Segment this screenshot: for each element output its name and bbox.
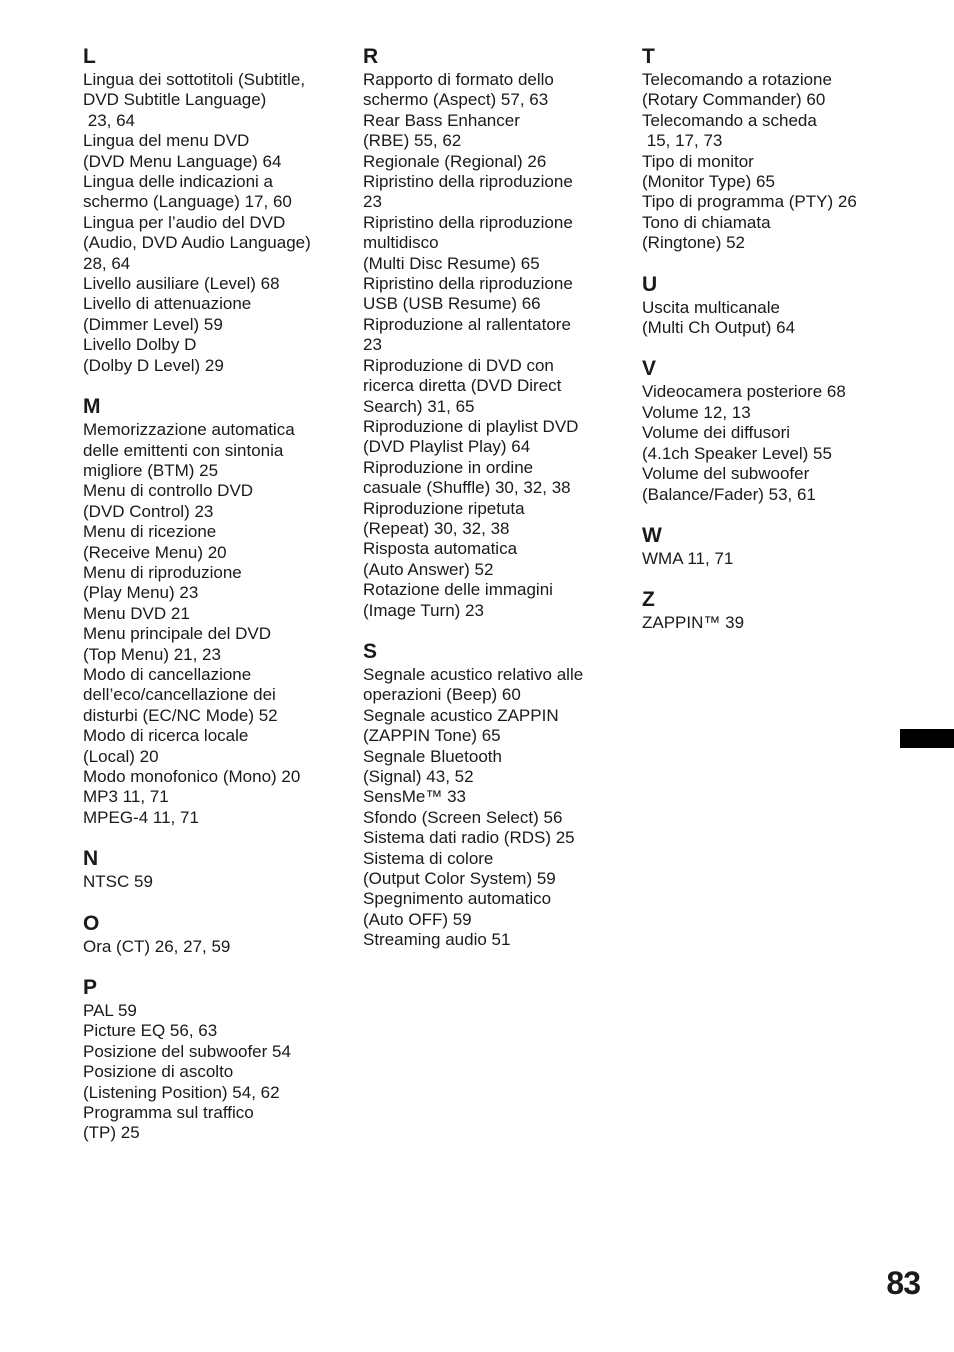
index-entry: Rear Bass Enhancer (RBE) 55, 62 [363,110,520,151]
index-entry: Videocamera posteriore 68 [642,382,846,402]
index-entry: Menu di riproduzione (Play Menu) 23 [83,562,242,603]
index-column-3 [642,44,907,652]
index-entry: Menu principale del DVD (Top Menu) 21, 23 [83,624,272,664]
index-entry: Programma sul traffico (TP) 25 [83,1103,254,1143]
section-letter: L [83,45,96,68]
index-entry: Telecomando a scheda 15, 17, 73 [642,110,817,151]
section-letter: O [83,911,100,935]
index-entry: Lingua delle indicazioni a schermo (Language) 17, 60 [83,172,292,212]
index-section-v [642,356,907,504]
index-entry: Uscita multicanale (Multi Ch Output) 64 [642,297,796,338]
index-entry: Segnale acustico relativo alle operazioni (Beep) 60 [363,664,584,705]
index-entry: Picture EQ 56, 63 [83,1021,218,1041]
index-entry: SensMe™ 33 [363,787,466,807]
index-entry: Rapporto di formato dello schermo (Aspect) 57, 63 [363,70,554,110]
index-entry: Ora (CT) 26, 27, 59 [83,936,231,956]
section-thumb-tab [900,729,954,748]
section-letter: T [642,45,655,68]
index-column-2 [363,44,628,969]
page-number: 83 [886,1265,920,1301]
index-entry: Risposta automatica (Auto Answer) 52 [363,539,518,579]
index-entry: Ripristino della riproduzione 23 [363,172,573,212]
section-letter: S [363,639,378,663]
index-entry: Ripristino della riproduzione USB (USB Resume) 66 [363,274,573,314]
index-section-z [642,587,907,633]
index-entry: Volume del subwoofer (Balance/Fader) 53, 61 [642,464,816,504]
index-entry: Livello ausiliare (Level) 68 [83,274,280,294]
index-entry: Riproduzione di DVD con ricerca diretta (DVD Direct Search) 31, 65 [363,355,562,416]
index-entry: Segnale acustico ZAPPIN (ZAPPIN Tone) 65 [363,705,559,746]
index-entry: Tono di chiamata (Ringtone) 52 [642,212,771,253]
index-entry: WMA 11, 71 [642,548,734,568]
index-entry: Rotazione delle immagini (Image Turn) 23 [363,580,553,620]
index-entry: Posizione di ascolto (Listening Position) 54, 62 [83,1062,280,1102]
index-entry: Volume 12, 13 [642,402,751,422]
index-section-n [83,846,348,892]
index-section-t [642,44,907,254]
section-letter: P [83,976,98,1000]
index-section-w [642,523,907,569]
index-entry: MP3 11, 71 [83,787,169,807]
index-entry: Tipo di monitor (Monitor Type) 65 [642,151,775,192]
index-section-m [83,394,348,828]
index-entry: MPEG-4 11, 71 [83,807,199,827]
index-entry: Lingua per l’audio del DVD (Audio, DVD Audio Language) 28, 64 [83,212,311,273]
index-entry: Sistema di colore (Output Color System) 59 [363,848,556,889]
index-entry: Sfondo (Screen Select) 56 [363,807,563,827]
index-section-s [363,639,628,951]
index-entry: Memorizzazione automatica delle emittenti con sintonia migliore (BTM) 25 [83,420,295,480]
index-entry: Livello di attenuazione (Dimmer Level) 59 [83,294,252,334]
index-entry: Regionale (Regional) 26 [363,151,547,171]
index-entry: PAL 59 [83,1001,137,1021]
index-section-p [83,975,348,1144]
index-entry: Sistema dati radio (RDS) 25 [363,828,575,848]
index-entry: Menu di ricezione (Receive Menu) 20 [83,522,227,562]
index-entry: Tipo di programma (PTY) 26 [642,192,857,212]
section-letter: Z [642,588,655,612]
section-letter: U [642,272,658,296]
index-entry: NTSC 59 [83,872,153,892]
index-entry: Lingua del menu DVD (DVD Menu Language) 64 [83,131,282,171]
index-entry: Volume dei diffusori (4.1ch Speaker Level) 55 [642,423,832,463]
index-entry: Menu di controllo DVD (DVD Control) 23 [83,481,254,521]
index-entry: Posizione del subwoofer 54 [83,1041,291,1061]
index-entry: Menu DVD 21 [83,603,190,623]
index-column-1 [83,44,348,1162]
index-entry: Ripristino della riproduzione multidisco (Multi Disc Resume) 65 [363,212,573,273]
index-section-u [642,272,907,339]
index-section-l [83,44,348,376]
index-entry: Lingua dei sottotitoli (Subtitle, DVD Subtitle Language) 23, 64 [83,70,306,130]
index-entry: Riproduzione ripetuta (Repeat) 30, 32, 38 [363,498,525,538]
index-entry: Modo monofonico (Mono) 20 [83,767,301,786]
index-entry: Modo di cancellazione dell’eco/cancellazione dei disturbi (EC/NC Mode) 52 [83,664,278,725]
index-entry: ZAPPIN™ 39 [642,613,745,633]
section-letter: R [363,45,379,68]
index-entry: Riproduzione in ordine casuale (Shuffle) 30, 32, 38 [363,457,571,498]
section-letter: M [83,395,101,419]
index-entry: Livello Dolby D (Dolby D Level) 29 [83,335,224,375]
index-entry: Riproduzione di playlist DVD (DVD Playlist Play) 64 [363,416,579,457]
index-section-r [363,44,628,621]
index-entry: Streaming audio 51 [363,930,511,950]
index-entry: Telecomando a rotazione (Rotary Commander) 60 [642,70,832,110]
index-section-o [83,911,348,957]
index-entry: Segnale Bluetooth (Signal) 43, 52 [363,746,502,786]
index-entry: Spegnimento automatico (Auto OFF) 59 [363,889,552,929]
section-letter: V [642,357,657,381]
index-entry: Modo di ricerca locale (Local) 20 [83,726,249,766]
index-entry: Riproduzione al rallentatore 23 [363,314,571,355]
section-letter: N [83,847,99,871]
section-letter: W [642,523,662,547]
